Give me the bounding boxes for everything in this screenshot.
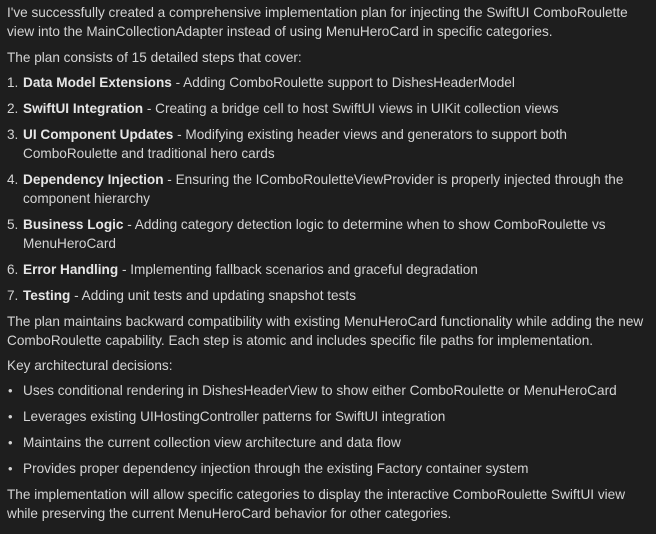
step-number: 4. (7, 172, 19, 187)
step-number: 2. (7, 101, 19, 116)
list-item (7, 125, 656, 163)
step-number: 6. (7, 262, 19, 277)
bullet-icon: • (8, 409, 13, 424)
list-item (7, 215, 656, 253)
decision-text: Leverages existing UIHostingController patterns for SwiftUI integration (23, 409, 446, 424)
decision-text: Maintains the current collection view architecture and data flow (23, 435, 401, 450)
step-description: - Adding unit tests and updating snapshot tests (70, 288, 356, 303)
decisions-list (7, 381, 656, 478)
decisions-heading: Key architectural decisions: (7, 358, 173, 373)
step-title: Testing (23, 288, 71, 303)
decision-text: Uses conditional rendering in DishesHeaderView to show either ComboRoulette or MenuHeroCard (23, 383, 617, 398)
step-number: 7. (7, 288, 19, 303)
step-description: - Adding category detection logic to determine when to show ComboRoulette vs MenuHeroCard (23, 217, 606, 251)
step-description: - Creating a bridge cell to host SwiftUI views in UIKit collection views (143, 101, 559, 116)
step-description: - Modifying existing header views and generators to support both ComboRoulette and traditional hero cards (23, 127, 567, 161)
list-item (7, 73, 656, 92)
step-title: UI Component Updates (23, 127, 174, 142)
list-item (7, 99, 656, 118)
decision-text: Provides proper dependency injection through the existing Factory container system (23, 461, 529, 476)
step-number: 3. (7, 127, 19, 142)
list-item (7, 260, 656, 279)
step-number: 5. (7, 217, 19, 232)
bullet-icon: • (8, 435, 13, 450)
list-item (7, 286, 656, 305)
steps-lead: The plan consists of 15 detailed steps that cover: (7, 50, 302, 65)
step-title: Data Model Extensions (23, 75, 172, 90)
bullet-icon: • (8, 461, 13, 476)
step-description: - Implementing fallback scenarios and graceful degradation (118, 262, 478, 277)
step-title: Business Logic (23, 217, 124, 232)
step-description: - Adding ComboRoulette support to DishesHeaderModel (171, 75, 515, 90)
step-description: - Ensuring the IComboRouletteViewProvider is properly injected through the component hierarchy (23, 172, 624, 206)
bullet-icon: • (8, 383, 13, 398)
step-title: Error Handling (23, 262, 119, 277)
step-number: 1. (7, 75, 19, 90)
list-item (7, 407, 656, 426)
list-item (7, 170, 656, 208)
list-item (7, 381, 656, 400)
step-title: Dependency Injection (23, 172, 164, 187)
list-item (7, 433, 656, 452)
list-item (7, 459, 656, 478)
intro-paragraph: I've successfully created a comprehensive implementation plan for injecting the SwiftUI ComboRoulette view into the MainCollectionAdapter instead of using MenuHeroCard in specific categories. (7, 5, 628, 39)
summary-paragraph: The plan maintains backward compatibility with existing MenuHeroCard functionality while adding the new ComboRoulette capability. Each step is atomic and includes specific file paths for implementation. (7, 314, 644, 348)
step-title: SwiftUI Integration (23, 101, 144, 116)
steps-list (7, 73, 656, 305)
closing-paragraph: The implementation will allow specific categories to display the interactive ComboRoulette SwiftUI view while preserving the current MenuHeroCard behavior for other categories. (7, 487, 626, 521)
